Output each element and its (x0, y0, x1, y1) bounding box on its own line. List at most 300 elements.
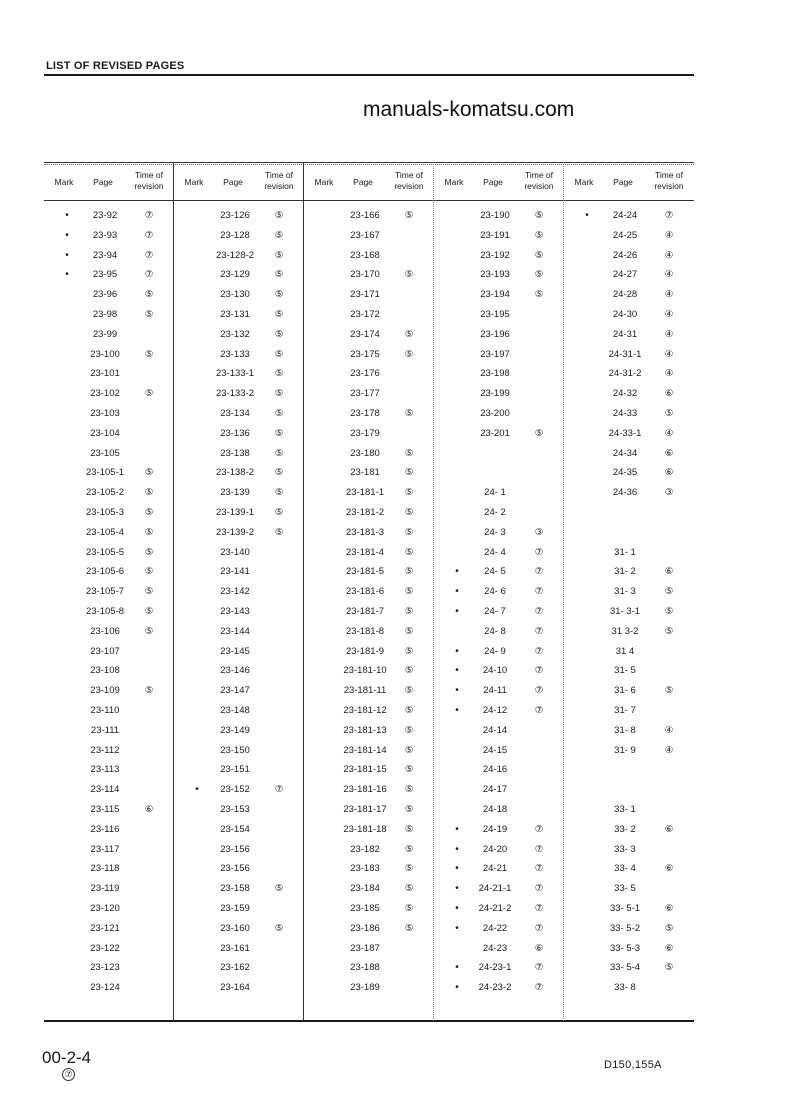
time-of-revision: ⑤ (144, 586, 154, 598)
time-of-revision: ⑤ (404, 843, 414, 855)
page-number: 24- 4 (484, 546, 506, 558)
page-number: 23-149 (220, 724, 250, 736)
page-number: 23-131 (220, 309, 250, 320)
page-number: 23-102 (90, 388, 120, 400)
table-column-3 (304, 162, 434, 1020)
time-of-revision: ⑤ (534, 427, 544, 439)
time-of-revision: ⑥ (664, 388, 674, 400)
page-number: 33- 1 (614, 804, 636, 815)
time-of-revision: ④ (664, 427, 674, 439)
time-of-revision: ⑤ (274, 269, 284, 281)
page-number: 24-23 (482, 942, 508, 954)
table-row (304, 682, 434, 702)
page-number: 24-26 (612, 249, 638, 261)
page-number: 24-28 (612, 289, 638, 301)
time-of-revision: ⑤ (404, 903, 414, 914)
page-number: 23-182 (350, 843, 380, 855)
time-of-revision: ⑤ (404, 764, 414, 776)
time-of-revision: ⑤ (274, 526, 284, 538)
time-of-revision: ⑤ (144, 388, 154, 400)
table-row (434, 445, 564, 465)
page-number: 23-107 (90, 645, 120, 657)
revision-mark: • (455, 903, 459, 914)
table-row (174, 979, 304, 999)
page-number: 23-181-17 (343, 804, 387, 815)
page-number: 23-179 (350, 427, 380, 439)
table-row (304, 979, 434, 999)
table-column-5 (564, 162, 694, 1020)
table-row (564, 900, 694, 920)
page-number: 23-105-6 (85, 566, 125, 578)
page-number: 23-158 (220, 883, 250, 895)
table-row (174, 247, 304, 267)
table-column-4 (434, 162, 564, 1020)
page-number: 33- 5-1 (609, 903, 641, 914)
time-of-revision: ⑤ (404, 269, 414, 281)
time-of-revision: ⑤ (404, 546, 414, 558)
table-row (44, 722, 174, 742)
page-number: 23-168 (350, 249, 380, 261)
page-number: 24-23-2 (478, 982, 512, 994)
page-number: 23-99 (92, 328, 118, 340)
header-mark: Mark (184, 177, 204, 187)
table-row (564, 623, 694, 643)
page-number: 24-31-1 (608, 348, 642, 360)
time-of-revision: ⑦ (534, 606, 544, 617)
page-number: 23-181-6 (345, 586, 385, 598)
page-number: 24-31-2 (608, 368, 642, 380)
page-number: 23-181-10 (343, 665, 387, 677)
table-row (564, 484, 694, 504)
table-row (44, 643, 174, 663)
time-of-revision: ⑤ (404, 625, 414, 637)
page-number: 23-133-2 (215, 388, 255, 400)
revision-mark: • (455, 645, 459, 657)
page-number: 23-181-8 (345, 625, 385, 637)
table-row (174, 425, 304, 445)
page-number: 23-122 (90, 942, 120, 954)
time-of-revision: ⑤ (274, 467, 284, 479)
table-row (174, 940, 304, 960)
page-number: 23-187 (350, 942, 380, 954)
time-of-revision: ⑤ (404, 863, 414, 875)
table-row (174, 504, 304, 524)
table-row (304, 445, 434, 465)
time-of-revision: ⑦ (534, 903, 544, 914)
time-of-revision: ⑦ (534, 645, 544, 657)
page-number: 24- 6 (484, 586, 506, 598)
page-number: 33- 4 (614, 863, 636, 875)
table-row (174, 524, 304, 544)
table-row (434, 920, 564, 940)
time-of-revision: ⑦ (664, 210, 674, 221)
page-number: 23-103 (90, 408, 120, 419)
page-number: 31- 1 (614, 546, 636, 558)
page-number: 24-33 (612, 408, 638, 419)
page-number: 23-144 (220, 625, 250, 637)
table-row (304, 959, 434, 979)
time-of-revision: ⑥ (664, 566, 674, 578)
table-row (434, 623, 564, 643)
time-of-revision: ⑤ (404, 705, 414, 716)
page-number: 23-133 (220, 348, 250, 360)
time-of-revision: ⑤ (144, 309, 154, 320)
page-number: 23-176 (350, 368, 380, 380)
page-number: 23-116 (90, 823, 120, 835)
table-row (44, 841, 174, 861)
table-row (44, 682, 174, 702)
page-number: 23-193 (480, 269, 510, 281)
table-row (564, 524, 694, 544)
time-of-revision: ⑤ (404, 645, 414, 657)
time-of-revision: ⑤ (404, 507, 414, 518)
time-of-revision: ⑦ (274, 784, 284, 796)
page-number: 23-181-15 (343, 764, 387, 776)
time-of-revision: ⑤ (404, 665, 414, 677)
table-row (44, 940, 174, 960)
table-row (304, 860, 434, 880)
time-of-revision: ⑤ (274, 328, 284, 340)
table-row (44, 544, 174, 564)
page-number: 24-15 (482, 744, 508, 756)
time-of-revision: ⑤ (534, 289, 544, 301)
page-number: 23-139-1 (215, 507, 255, 518)
page-number: 23-159 (220, 903, 250, 914)
revision-mark: • (455, 962, 459, 974)
time-of-revision: ⑤ (144, 467, 154, 479)
table-row (174, 583, 304, 603)
time-of-revision: ⑤ (404, 487, 414, 499)
table-row (44, 900, 174, 920)
watermark-text: manuals-komatsu.com (363, 98, 575, 121)
header-mark: Mark (444, 177, 464, 187)
time-of-revision: ⑦ (534, 625, 544, 637)
page-number: 24-14 (482, 724, 508, 736)
time-of-revision: ④ (664, 269, 674, 281)
page-number: 23-181-3 (345, 526, 385, 538)
header-time-of-revision: Time of revision (394, 170, 424, 191)
revision-mark: • (455, 665, 459, 677)
page-number: 24- 9 (484, 645, 506, 657)
time-of-revision: ⑤ (404, 922, 414, 934)
time-of-revision: ⑤ (404, 348, 414, 360)
table-row (44, 504, 174, 524)
page-number: 23-170 (350, 269, 380, 281)
table-row (304, 504, 434, 524)
time-of-revision: ⑤ (144, 546, 154, 558)
time-of-revision: ⑦ (534, 922, 544, 934)
revision-mark: • (455, 823, 459, 835)
table-row (564, 227, 694, 247)
time-of-revision: ⑦ (534, 705, 544, 716)
page-number: 31- 3 (614, 586, 636, 598)
time-of-revision: ③ (664, 487, 674, 499)
time-of-revision: ⑤ (404, 408, 414, 419)
time-of-revision: ⑦ (144, 249, 154, 261)
table-row (434, 326, 564, 346)
table-row (304, 702, 434, 722)
table-row (304, 227, 434, 247)
time-of-revision: ⑤ (404, 606, 414, 617)
time-of-revision: ④ (664, 249, 674, 261)
table-row (304, 346, 434, 366)
time-of-revision: ⑥ (534, 942, 544, 954)
table-row (434, 207, 564, 227)
table-row (434, 484, 564, 504)
time-of-revision: ⑤ (664, 408, 674, 419)
page-number: 23-129 (220, 269, 250, 281)
table-row (174, 761, 304, 781)
page-number: 23-177 (350, 388, 380, 400)
table-row (174, 821, 304, 841)
time-of-revision: ⑤ (274, 249, 284, 261)
page-number: 23-181-18 (343, 823, 387, 835)
page-number: 23-96 (92, 289, 118, 301)
table-row (434, 227, 564, 247)
page-number: 23-139 (220, 487, 250, 499)
time-of-revision: ⑥ (664, 863, 674, 875)
page-number: 23-200 (480, 408, 510, 419)
table-row (564, 247, 694, 267)
page-number: 23-181-16 (343, 784, 387, 796)
page-number: 24- 3 (484, 526, 506, 538)
table-row (434, 841, 564, 861)
table-row (434, 742, 564, 762)
model-number: D150,155A (604, 1059, 662, 1071)
table-row (564, 207, 694, 227)
page-number: 24-20 (482, 843, 508, 855)
page-number: 24-25 (612, 229, 638, 241)
page-number: 31- 8 (614, 724, 636, 736)
table-row (304, 722, 434, 742)
table-row (44, 346, 174, 366)
time-of-revision: ⑦ (534, 962, 544, 974)
page-number: 23-123 (90, 962, 120, 974)
time-of-revision: ⑤ (274, 229, 284, 241)
table-row (174, 959, 304, 979)
page-number: 23-174 (350, 328, 380, 340)
revision-mark: • (455, 685, 459, 697)
table-row (434, 801, 564, 821)
time-of-revision: ④ (664, 289, 674, 301)
time-of-revision: ⑤ (144, 685, 154, 697)
time-of-revision: ⑤ (274, 368, 284, 380)
table-row (564, 266, 694, 286)
page-number: 23-117 (90, 843, 120, 855)
table-row (564, 643, 694, 663)
table-row (564, 326, 694, 346)
table-row (174, 365, 304, 385)
page-number: 23-190 (480, 210, 510, 221)
page-number: 31- 6 (614, 685, 636, 697)
page-number: 31- 9 (614, 744, 636, 756)
time-of-revision: ⑦ (534, 566, 544, 578)
table-row (564, 385, 694, 405)
table-row (564, 880, 694, 900)
revision-mark: • (455, 883, 459, 895)
page-number: 23-181 (350, 467, 380, 479)
table-row (44, 326, 174, 346)
table-row (44, 286, 174, 306)
table-column-1 (44, 162, 174, 1020)
page-number: 23-156 (220, 863, 250, 875)
table-row (174, 742, 304, 762)
table-row (564, 821, 694, 841)
revision-mark: • (455, 922, 459, 934)
time-of-revision: ⑤ (274, 507, 284, 518)
page-number: 23-114 (90, 784, 120, 796)
page-number: 23-139-2 (215, 526, 255, 538)
header-mark: Mark (54, 177, 74, 187)
revision-mark: • (455, 863, 459, 875)
header-time-of-revision: Time of revision (134, 170, 164, 191)
time-of-revision: ④ (664, 368, 674, 380)
page-number: 24-12 (482, 705, 508, 716)
page-number: 24-19 (482, 823, 508, 835)
table-row (564, 405, 694, 425)
page-number: 23-105-7 (85, 586, 125, 598)
table-row (434, 563, 564, 583)
page-number: 23-150 (220, 744, 250, 756)
revised-pages-table (44, 162, 694, 1022)
page-number: 23-106 (90, 625, 120, 637)
time-of-revision: ⑥ (664, 823, 674, 835)
time-of-revision: ⑤ (404, 328, 414, 340)
revision-mark: • (195, 784, 199, 796)
time-of-revision: ⑥ (664, 447, 674, 459)
table-row (304, 583, 434, 603)
table-row (564, 425, 694, 445)
page-number: 33- 2 (614, 823, 636, 835)
page-number: 23-132 (220, 328, 250, 340)
table-row (44, 207, 174, 227)
page-number: 24-32 (612, 388, 638, 400)
page-number: 23-105-1 (85, 467, 125, 479)
table-row (304, 742, 434, 762)
table-row (174, 623, 304, 643)
table-row (564, 722, 694, 742)
table-row (564, 563, 694, 583)
time-of-revision: ⑦ (534, 685, 544, 697)
table-row (434, 722, 564, 742)
table-row (44, 761, 174, 781)
table-row (44, 623, 174, 643)
page-number: 23-138 (220, 447, 250, 459)
page-number: 23-154 (220, 823, 250, 835)
page-number: 33- 8 (614, 982, 636, 994)
page-number: 33- 5 (614, 883, 636, 895)
table-row (44, 801, 174, 821)
page-number: 23-136 (220, 427, 250, 439)
page-number: 24-27 (612, 269, 638, 281)
time-of-revision: ⑤ (404, 566, 414, 578)
page-number: 23-119 (90, 883, 120, 895)
time-of-revision: ⑤ (664, 922, 674, 934)
time-of-revision: ⑤ (664, 625, 674, 637)
page-number: 33- 3 (614, 843, 636, 855)
table-row (434, 504, 564, 524)
page-number: 23-98 (92, 309, 118, 320)
page-number: 24-22 (482, 922, 508, 934)
table-row (174, 682, 304, 702)
table-row (174, 643, 304, 663)
page-number: 23-147 (220, 685, 250, 697)
table-row (434, 643, 564, 663)
table-row (564, 940, 694, 960)
table-row (174, 266, 304, 286)
page-number: 23-104 (90, 427, 120, 439)
table-row (434, 959, 564, 979)
time-of-revision: ⑤ (534, 269, 544, 281)
table-row (564, 742, 694, 762)
table-row (304, 781, 434, 801)
header-mark: Mark (574, 177, 594, 187)
page-number: 24-11 (483, 685, 507, 697)
page-number: 23-171 (350, 289, 380, 301)
table-row (44, 860, 174, 880)
page-number: 23-153 (220, 804, 250, 815)
time-of-revision: ④ (664, 724, 674, 736)
page-number: 24-17 (482, 784, 508, 796)
time-of-revision: ⑤ (404, 804, 414, 815)
time-of-revision: ⑦ (144, 269, 154, 281)
table-row (304, 662, 434, 682)
table-row (564, 286, 694, 306)
table-row (564, 801, 694, 821)
revision-mark: • (455, 566, 459, 578)
table-row (174, 326, 304, 346)
table-row (564, 959, 694, 979)
page-number: 23-140 (220, 546, 250, 558)
table-row (564, 702, 694, 722)
table-row (174, 405, 304, 425)
page-number: 24-21 (482, 863, 508, 875)
table-row (304, 821, 434, 841)
time-of-revision: ④ (664, 744, 674, 756)
page-number: 23-130 (220, 289, 250, 301)
header-page: Page (613, 177, 633, 187)
page-number: 23-175 (350, 348, 380, 360)
table-row (304, 900, 434, 920)
page-number: 24-30 (612, 309, 638, 320)
page-number: 23-181-1 (345, 487, 385, 499)
page-number: 23-134 (220, 408, 250, 419)
header-time-of-revision: Time of revision (654, 170, 684, 191)
time-of-revision: ④ (664, 309, 674, 320)
time-of-revision: ⑤ (404, 526, 414, 538)
table-row (564, 920, 694, 940)
table-row (304, 425, 434, 445)
table-row (174, 286, 304, 306)
table-row (564, 544, 694, 564)
page-number: 23-146 (220, 665, 250, 677)
table-row (174, 445, 304, 465)
page-number: 23-201 (480, 427, 510, 439)
page-number: 33- 5-3 (609, 942, 641, 954)
table-row (434, 662, 564, 682)
table-row (564, 306, 694, 326)
time-of-revision: ⑤ (664, 586, 674, 598)
page-number: 23-166 (350, 210, 380, 221)
table-row (44, 247, 174, 267)
page-number: 23-185 (350, 903, 380, 914)
table-row (434, 544, 564, 564)
page-title: LIST OF REVISED PAGES (46, 60, 185, 72)
table-row (304, 405, 434, 425)
table-row (434, 860, 564, 880)
table-row (174, 900, 304, 920)
page-number: 23-162 (220, 962, 250, 974)
